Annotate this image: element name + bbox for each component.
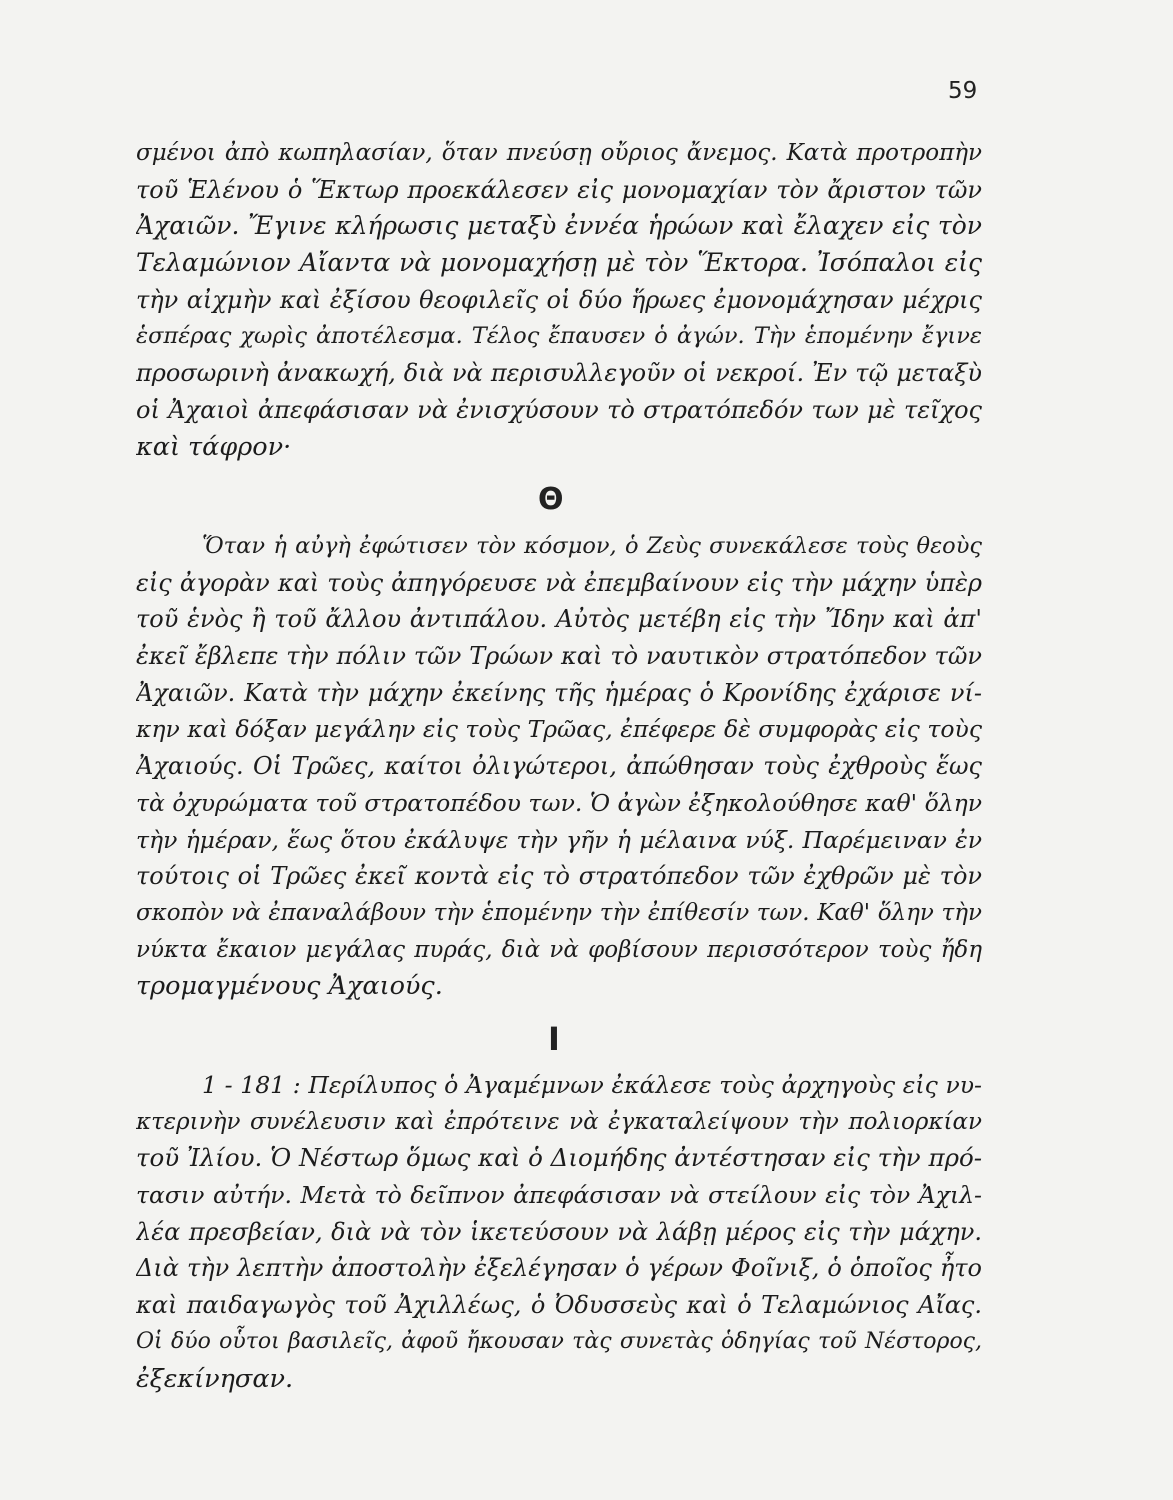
text-line: Ἀχαιούς. Οἱ Τρῶες, καίτοι ὀλιγώτεροι, ἀπώθησαν τοὺς ἐχθροὺς ἕως (136, 752, 982, 781)
text-line: καὶ παιδαγωγὸς τοῦ Ἀχιλλέως, ὁ Ὀδυσσεὺς καὶ ὁ Τελαμώνιος Αἴας. (136, 1291, 982, 1320)
text-line: Ὅταν ἡ αὐγὴ ἐφώτισεν τὸν κόσμον, ὁ Ζεὺς συνεκάλεσε τοὺς θεοὺς (202, 533, 982, 559)
text-line: τοῦ Ἑλένου ὁ Ἕκτωρ προεκάλεσεν εἰς μονομαχίαν τὸν ἄριστον τῶν (136, 175, 982, 204)
text-line: κην καὶ δόξαν μεγάλην εἰς τοὺς Τρῶας, ἐπέφερε δὲ συμφορὰς εἰς τοὺς (136, 715, 982, 744)
text-line: τασιν αὐτήν. Μετὰ τὸ δεῖπνον ἀπεφάσισαν νὰ στείλουν εἰς τὸν Ἀχιλ- (136, 1181, 982, 1210)
text-line: ἐκεῖ ἔβλεπε τὴν πόλιν τῶν Τρώων καὶ τὸ ναυτικὸν στρατόπεδον τῶν (136, 642, 982, 671)
text-line: τρομαγμένους Ἀχαιούς. (136, 971, 443, 1002)
text-line: τὰ ὀχυρώματα τοῦ στρατοπέδου των. Ὁ ἀγὼν ἐξηκολούθησε καθ' ὅλην (136, 788, 982, 817)
text-line: Ἀχαιῶν. Κατὰ τὴν μάχην ἐκείνης τῆς ἡμέρας ὁ Κρονίδης ἐχάρισε νί- (136, 678, 982, 707)
text-line: Ἀχαιῶν. Ἔγινε κλήρωσις μεταξὺ ἐννέα ἡρώων καὶ ἔλαχεν εἰς τὸν (136, 211, 982, 241)
section-heading-iota: Ι (548, 1020, 560, 1058)
text-line: τοῦ ἑνὸς ἢ τοῦ ἄλλου ἀντιπάλου. Αὐτὸς μετέβη εἰς τὴν Ἴδην καὶ ἀπ' (136, 605, 982, 634)
text-line: καὶ τάφρον· (136, 431, 292, 462)
text-line: τοῦ Ἰλίου. Ὁ Νέστωρ ὅμως καὶ ὁ Διομήδης ἀντέστησαν εἰς τὴν πρό- (136, 1143, 982, 1173)
text-line: προσωρινὴ ἀνακωχή, διὰ νὰ περισυλλεγοῦν οἱ νεκροί. Ἐν τῷ μεταξὺ (136, 359, 982, 388)
paragraph-3 (136, 1067, 982, 1397)
text-line: κτερινὴν συνέλευσιν καὶ ἐπρότεινε νὰ ἐγκαταλείψουν τὴν πολιορκίαν (136, 1108, 982, 1135)
paragraph-1 (136, 135, 982, 465)
text-line: οἱ Ἀχαιοὶ ἀπεφάσισαν νὰ ἐνισχύσουν τὸ στρατόπεδόν των μὲ τεῖχος (136, 395, 982, 424)
text-line: λέα πρεσβείαν, διὰ νὰ τὸν ἱκετεύσουν νὰ λάβῃ μέρος εἰς τὴν μάχην. (136, 1217, 982, 1246)
text-line: Οἱ δύο οὗτοι βασιλεῖς, ἀφοῦ ἤκουσαν τὰς συνετὰς ὁδηγίας τοῦ Νέστορος, (136, 1328, 982, 1354)
text-line: σμένοι ἀπὸ κωπηλασίαν, ὅταν πνεύσῃ οὔριος ἄνεμος. Κατὰ προτροπὴν (136, 140, 982, 166)
text-line: 1 - 181 : Περίλυπος ὁ Ἀγαμέμνων ἐκάλεσε τοὺς ἀρχηγοὺς εἰς νυ- (202, 1071, 982, 1099)
text-line: εἰς ἀγορὰν καὶ τοὺς ἀπηγόρευσε νὰ ἐπεμβαίνουν εἰς τὴν μάχην ὑπὲρ (136, 568, 982, 597)
text-line: Διὰ τὴν λεπτὴν ἀποστολὴν ἐξελέγησαν ὁ γέρων Φοῖνιξ, ὁ ὁποῖος ἦτο (136, 1254, 982, 1283)
text-line: τὴν αἰχμὴν καὶ ἐξίσου θεοφιλεῖς οἱ δύο ἥρωες ἐμονομάχησαν μέχρις (136, 285, 982, 314)
page-number: 59 (948, 78, 978, 104)
text-line: νύκτα ἔκαιον μεγάλας πυράς, διὰ νὰ φοβίσουν περισσότερον τοὺς ἤδη (136, 936, 982, 963)
text-line: ἐξεκίνησαν. (136, 1363, 294, 1394)
text-line: Τελαμώνιον Αἴαντα νὰ μονομαχήσῃ μὲ τὸν Ἕκτορα. Ἰσόπαλοι εἰς (136, 248, 982, 278)
text-line: τὴν ἡμέραν, ἕως ὅτου ἐκάλυψε τὴν γῆν ἡ μέλαινα νύξ. Παρέμειναν ἐν (136, 825, 982, 854)
section-heading-theta: Θ (538, 482, 564, 517)
paragraph-2 (136, 528, 982, 1005)
text-line: σκοπὸν νὰ ἐπαναλάβουν τὴν ἑπομένην τὴν ἐπίθεσίν των. Καθ' ὅλην τὴν (136, 899, 982, 926)
text-line: τούτοις οἱ Τρῶες ἐκεῖ κοντὰ εἰς τὸ στρατόπεδον τῶν ἐχθρῶν μὲ τὸν (136, 862, 982, 891)
text-line: ἑσπέρας χωρὶς ἀποτέλεσμα. Τέλος ἔπαυσεν ὁ ἀγών. Τὴν ἑπομένην ἔγινε (136, 323, 982, 350)
